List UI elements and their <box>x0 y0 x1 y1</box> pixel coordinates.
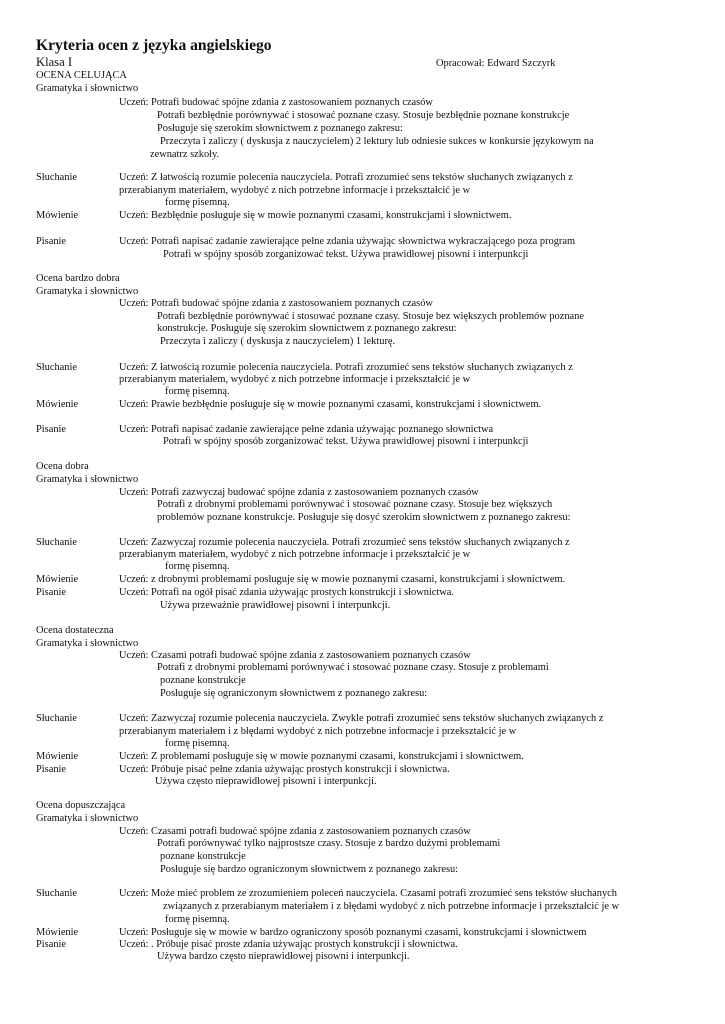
skill-label: Mówienie <box>36 927 79 938</box>
skill-label: Pisanie <box>36 764 67 775</box>
text-line: Uczeń: Prawie bezbłędnie posługuje się w mowie poznanymi czasami, konstrukcjami i słownictwem. <box>119 399 542 410</box>
text-line: formę pisemną. <box>165 386 230 397</box>
text-line: Posługuje się szerokim słownictwem z poznanego zakresu: <box>157 123 403 134</box>
text-line: Uczeń: Może mieć problem ze zrozumieniem poleceń nauczyciela. Czasami potrafi zrozumieć sens tekstów słuchanych <box>119 888 617 899</box>
text-line: Potrafi bezbłędnie porównywać i stosować poznane czasy. Stosuje bez większych problemów poznane <box>157 311 584 322</box>
skill-label: Mówienie <box>36 399 79 410</box>
text-line: Uczeń: Potrafi zazwyczaj budować spójne zdania z zastosowaniem poznanych czasów <box>119 487 479 498</box>
skill-label: Pisanie <box>36 236 67 247</box>
text-line: problemów poznane konstrukcje. Posługuje się dosyć szerokim słownictwem z poznanego zakresu: <box>157 512 571 523</box>
grade-heading: Ocena dostateczna <box>36 625 114 636</box>
skill-label: Słuchanie <box>36 537 77 548</box>
text-line: Uczeń: Potrafi napisać zadanie zawierające pełne zdania używając poznanego słownictwa <box>119 424 494 435</box>
skill-label: Słuchanie <box>36 362 77 373</box>
skill-label: Słuchanie <box>36 172 77 183</box>
text-line: Używa przeważnie prawidłowej pisowni i interpunkcji. <box>160 600 391 611</box>
section-heading: Gramatyka i słownictwo <box>36 638 139 649</box>
text-line: formę pisemną. <box>165 197 230 208</box>
text-line: przerabianym materiałem, wydobyć z nich potrzebne informacje i przekształcić je w <box>119 185 471 196</box>
text-line: przerabianym materiałem, wydobyć z nich potrzebne informacje i przekształcić je w <box>119 374 471 385</box>
text-line: Uczeń: . Próbuje pisać proste zdania używając prostych konstrukcji i słownictwa. <box>119 939 458 950</box>
author-label: Opracował: Edward Szczyrk <box>436 58 556 69</box>
text-line: Potrafi z drobnymi problemami porównywać i stosować poznane czasy. Stosuje z problemami <box>157 662 549 673</box>
grade-heading: Ocena dopuszczająca <box>36 800 126 811</box>
text-line: Uczeń: Zazwyczaj rozumie polecenia nauczyciela. Zwykle potrafi zrozumieć sens tekstów słuchanych związanych z <box>119 713 604 724</box>
text-line: zewnatrz szkoły. <box>150 149 220 160</box>
text-line: Uczeń: z drobnymi problemami posługuje się w mowie poznanymi czasami, konstrukcjami i słownictwem. <box>119 574 566 585</box>
section-heading: Gramatyka i słownictwo <box>36 813 139 824</box>
text-line: Uczeń: Próbuje pisać pełne zdania używając prostych konstrukcji i słownictwa. <box>119 764 450 775</box>
text-line: Przeczyta i zaliczy ( dyskusja z nauczycielem) 2 lektury lub odniesie sukces w konkursie językowym na <box>160 136 594 147</box>
text-line: Posługuje się bardzo ograniczonym słownictwem z poznanego zakresu: <box>160 864 459 875</box>
text-line: Uczeń: Z łatwością rozumie polecenia nauczyciela. Potrafi zrozumieć sens tekstów słuchanych związanych z <box>119 362 573 373</box>
text-line: Uczeń: Potrafi na ogół pisać zdania używając prostych konstrukcji i słownictwa. <box>119 587 454 598</box>
text-line: Uczeń: Czasami potrafi budować spójne zdania z zastosowaniem poznanych czasów <box>119 826 471 837</box>
skill-label: Pisanie <box>36 939 67 950</box>
section-heading: Gramatyka i słownictwo <box>36 474 139 485</box>
section-heading: Gramatyka i słownictwo <box>36 286 139 297</box>
skill-label: Pisanie <box>36 587 67 598</box>
text-line: formę pisemną. <box>165 738 230 749</box>
text-line: konstrukcje. Posługuje się szerokim słownictwem z poznanego zakresu: <box>157 323 457 334</box>
text-line: formę pisemną. <box>165 561 230 572</box>
text-line: Uczeń: Potrafi budować spójne zdania z zastosowaniem poznanych czasów <box>119 97 433 108</box>
text-line: Uczeń: Czasami potrafi budować spójne zdania z zastosowaniem poznanych czasów <box>119 650 471 661</box>
text-line: Uczeń: Z łatwością rozumie polecenia nauczyciela. Potrafi zrozumieć sens tekstów słuchanych związanych z <box>119 172 573 183</box>
grade-heading: Ocena bardzo dobra <box>36 273 120 284</box>
text-line: Uczeń: Potrafi budować spójne zdania z zastosowaniem poznanych czasów <box>119 298 433 309</box>
text-line: Potrafi w spójny sposób zorganizować tekst. Używa prawidłowej pisowni i interpunkcji <box>163 249 529 260</box>
text-line: Posługuje się ograniczonym słownictwem z poznanego zakresu: <box>160 688 428 699</box>
text-line: Używa bardzo często nieprawidłowej pisowni i interpunkcji. <box>157 951 410 962</box>
text-line: związanych z przerabianym materiałem i z błędami wydobyć z nich potrzebne informacje i przekształcić je w <box>163 901 620 912</box>
document-title: Kryteria ocen z języka angielskiego <box>36 37 272 54</box>
text-line: Przeczyta i zaliczy ( dyskusja z nauczycielem) 1 lekturę. <box>160 336 396 347</box>
grade-heading: OCENA CELUJĄCA <box>36 70 127 81</box>
skill-label: Mówienie <box>36 751 79 762</box>
text-line: poznane konstrukcje <box>160 675 246 686</box>
text-line: Używa często nieprawidłowej pisowni i interpunkcji. <box>155 776 377 787</box>
text-line: Potrafi z drobnymi problemami porównywać i stosować poznane czasy. Stosuje bez większych <box>157 499 553 510</box>
text-line: formę pisemną. <box>165 914 230 925</box>
text-line: przerabianym materiałem i z błędami wydobyć z nich potrzebne informacje i przekształcić je w <box>119 726 517 737</box>
skill-label: Pisanie <box>36 424 67 435</box>
text-line: Uczeń: Bezbłędnie posługuje się w mowie poznanymi czasami, konstrukcjami i słownictwem. <box>119 210 512 221</box>
text-line: Uczeń: Zazwyczaj rozumie polecenia nauczyciela. Potrafi zrozumieć sens tekstów słuchanych związanych z <box>119 537 570 548</box>
skill-label: Słuchanie <box>36 713 77 724</box>
text-line: poznane konstrukcje <box>160 851 246 862</box>
section-heading: Gramatyka i słownictwo <box>36 83 139 94</box>
text-line: Potrafi w spójny sposób zorganizować tekst. Używa prawidłowej pisowni i interpunkcji <box>163 436 529 447</box>
text-line: Potrafi bezbłędnie porównywać i stosować poznane czasy. Stosuje bezbłędnie poznane konstrukcje <box>157 110 570 121</box>
grade-heading: Ocena dobra <box>36 461 89 472</box>
skill-label: Mówienie <box>36 210 79 221</box>
text-line: Potrafi porównywać tylko najprostsze czasy. Stosuje z bardzo dużymi problemami <box>157 838 501 849</box>
text-line: Uczeń: Posługuje się w mowie w bardzo ograniczony sposób poznanymi czasami, konstrukcjami i słownictwem <box>119 927 587 938</box>
text-line: Uczeń: Z problemami posługuje się w mowie poznanymi czasami, konstrukcjami i słownictwem. <box>119 751 524 762</box>
text-line: przerabianym materiałem, wydobyć z nich potrzebne informacje i przekształcić je w <box>119 549 471 560</box>
skill-label: Mówienie <box>36 574 79 585</box>
class-label: Klasa I <box>36 55 73 69</box>
skill-label: Słuchanie <box>36 888 77 899</box>
text-line: Uczeń: Potrafi napisać zadanie zawierające pełne zdania używając słownictwa wykraczającego poza program <box>119 236 576 247</box>
